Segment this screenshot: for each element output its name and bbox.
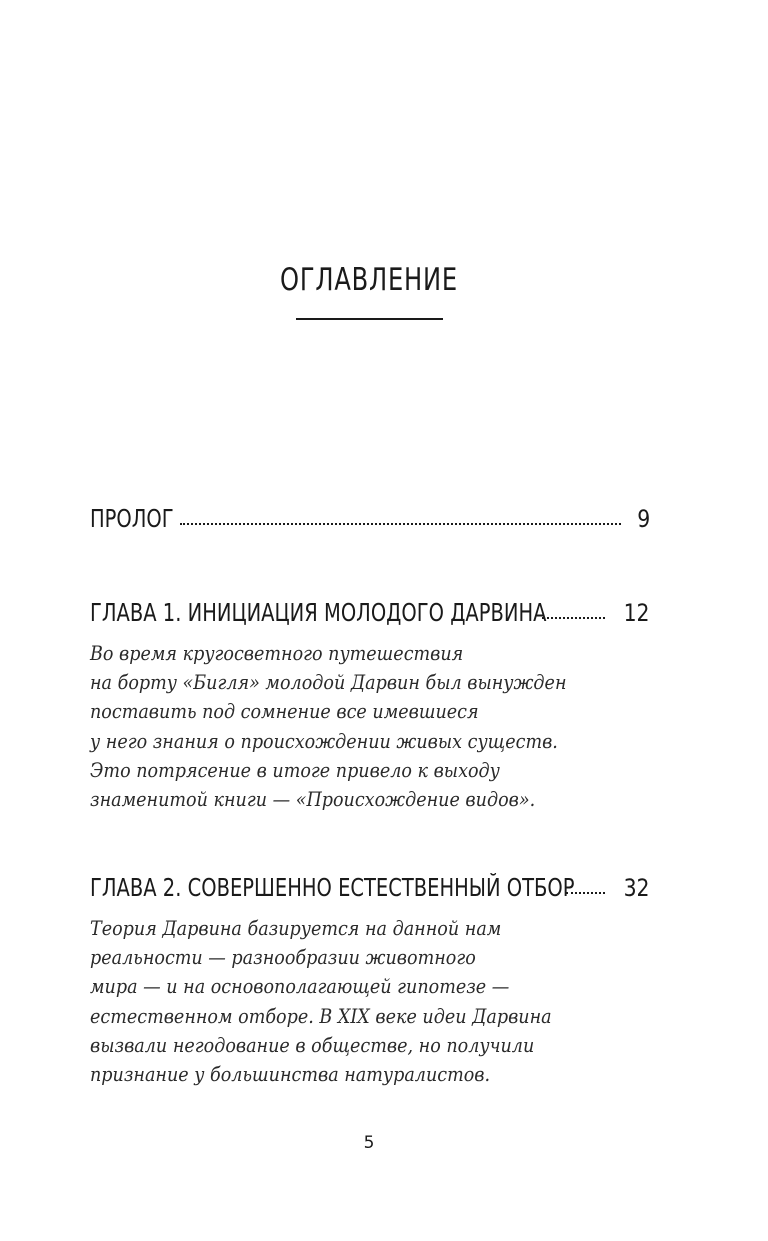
dot-leader: [542, 615, 605, 619]
description-line: поставить под сомнение все имевшиеся: [90, 700, 479, 724]
page-title: ОГЛАВЛЕНИЕ: [280, 262, 458, 298]
toc-page-number: 9: [637, 505, 650, 533]
dot-leader: [566, 890, 605, 894]
toc-entry-chapter-1[interactable]: [90, 597, 650, 814]
description-line: реальности — разнообразии животного: [90, 946, 476, 970]
toc-entry-title: ГЛАВА 1. ИНИЦИАЦИЯ МОЛОДОГО ДАРВИНА: [90, 598, 547, 627]
description-line: вызвали негодование в обществе, но получили: [90, 1033, 535, 1057]
description-line: Во время кругосветного путешествия: [90, 642, 464, 665]
toc-entry-prologue[interactable]: [90, 503, 650, 535]
description-line: знаменитой книги — «Происхождение видов».: [90, 788, 536, 812]
description-line: мира — и на основополагающей гипотезе —: [90, 975, 510, 999]
description-line: признание у большинства натуралистов.: [90, 1063, 491, 1087]
description-line: Теория Дарвина базируется на данной нам: [90, 917, 502, 940]
toc-entry-title: ПРОЛОГ: [90, 504, 174, 533]
toc-page-number: 12: [624, 599, 650, 627]
description-line: у него знания о происхождении живых существ.: [90, 729, 558, 753]
toc-entry-chapter-2[interactable]: [90, 872, 650, 1089]
description-line: естественном отборе. В XIX веке идеи Дарвина: [90, 1004, 552, 1028]
page-number-footer: 5: [363, 1133, 375, 1153]
description-line: на борту «Бигля» молодой Дарвин был вынужден: [90, 671, 567, 695]
toc-entry-title: ГЛАВА 2. СОВЕРШЕННО ЕСТЕСТВЕННЫЙ ОТБОР: [90, 873, 575, 902]
title-underline: [296, 318, 443, 320]
toc-page-number: 32: [624, 874, 650, 902]
description-line: Это потрясение в итоге привело к выходу: [90, 758, 500, 782]
chapter-description: [90, 914, 630, 1089]
dot-leader: [180, 521, 621, 525]
chapter-description: [90, 639, 630, 814]
